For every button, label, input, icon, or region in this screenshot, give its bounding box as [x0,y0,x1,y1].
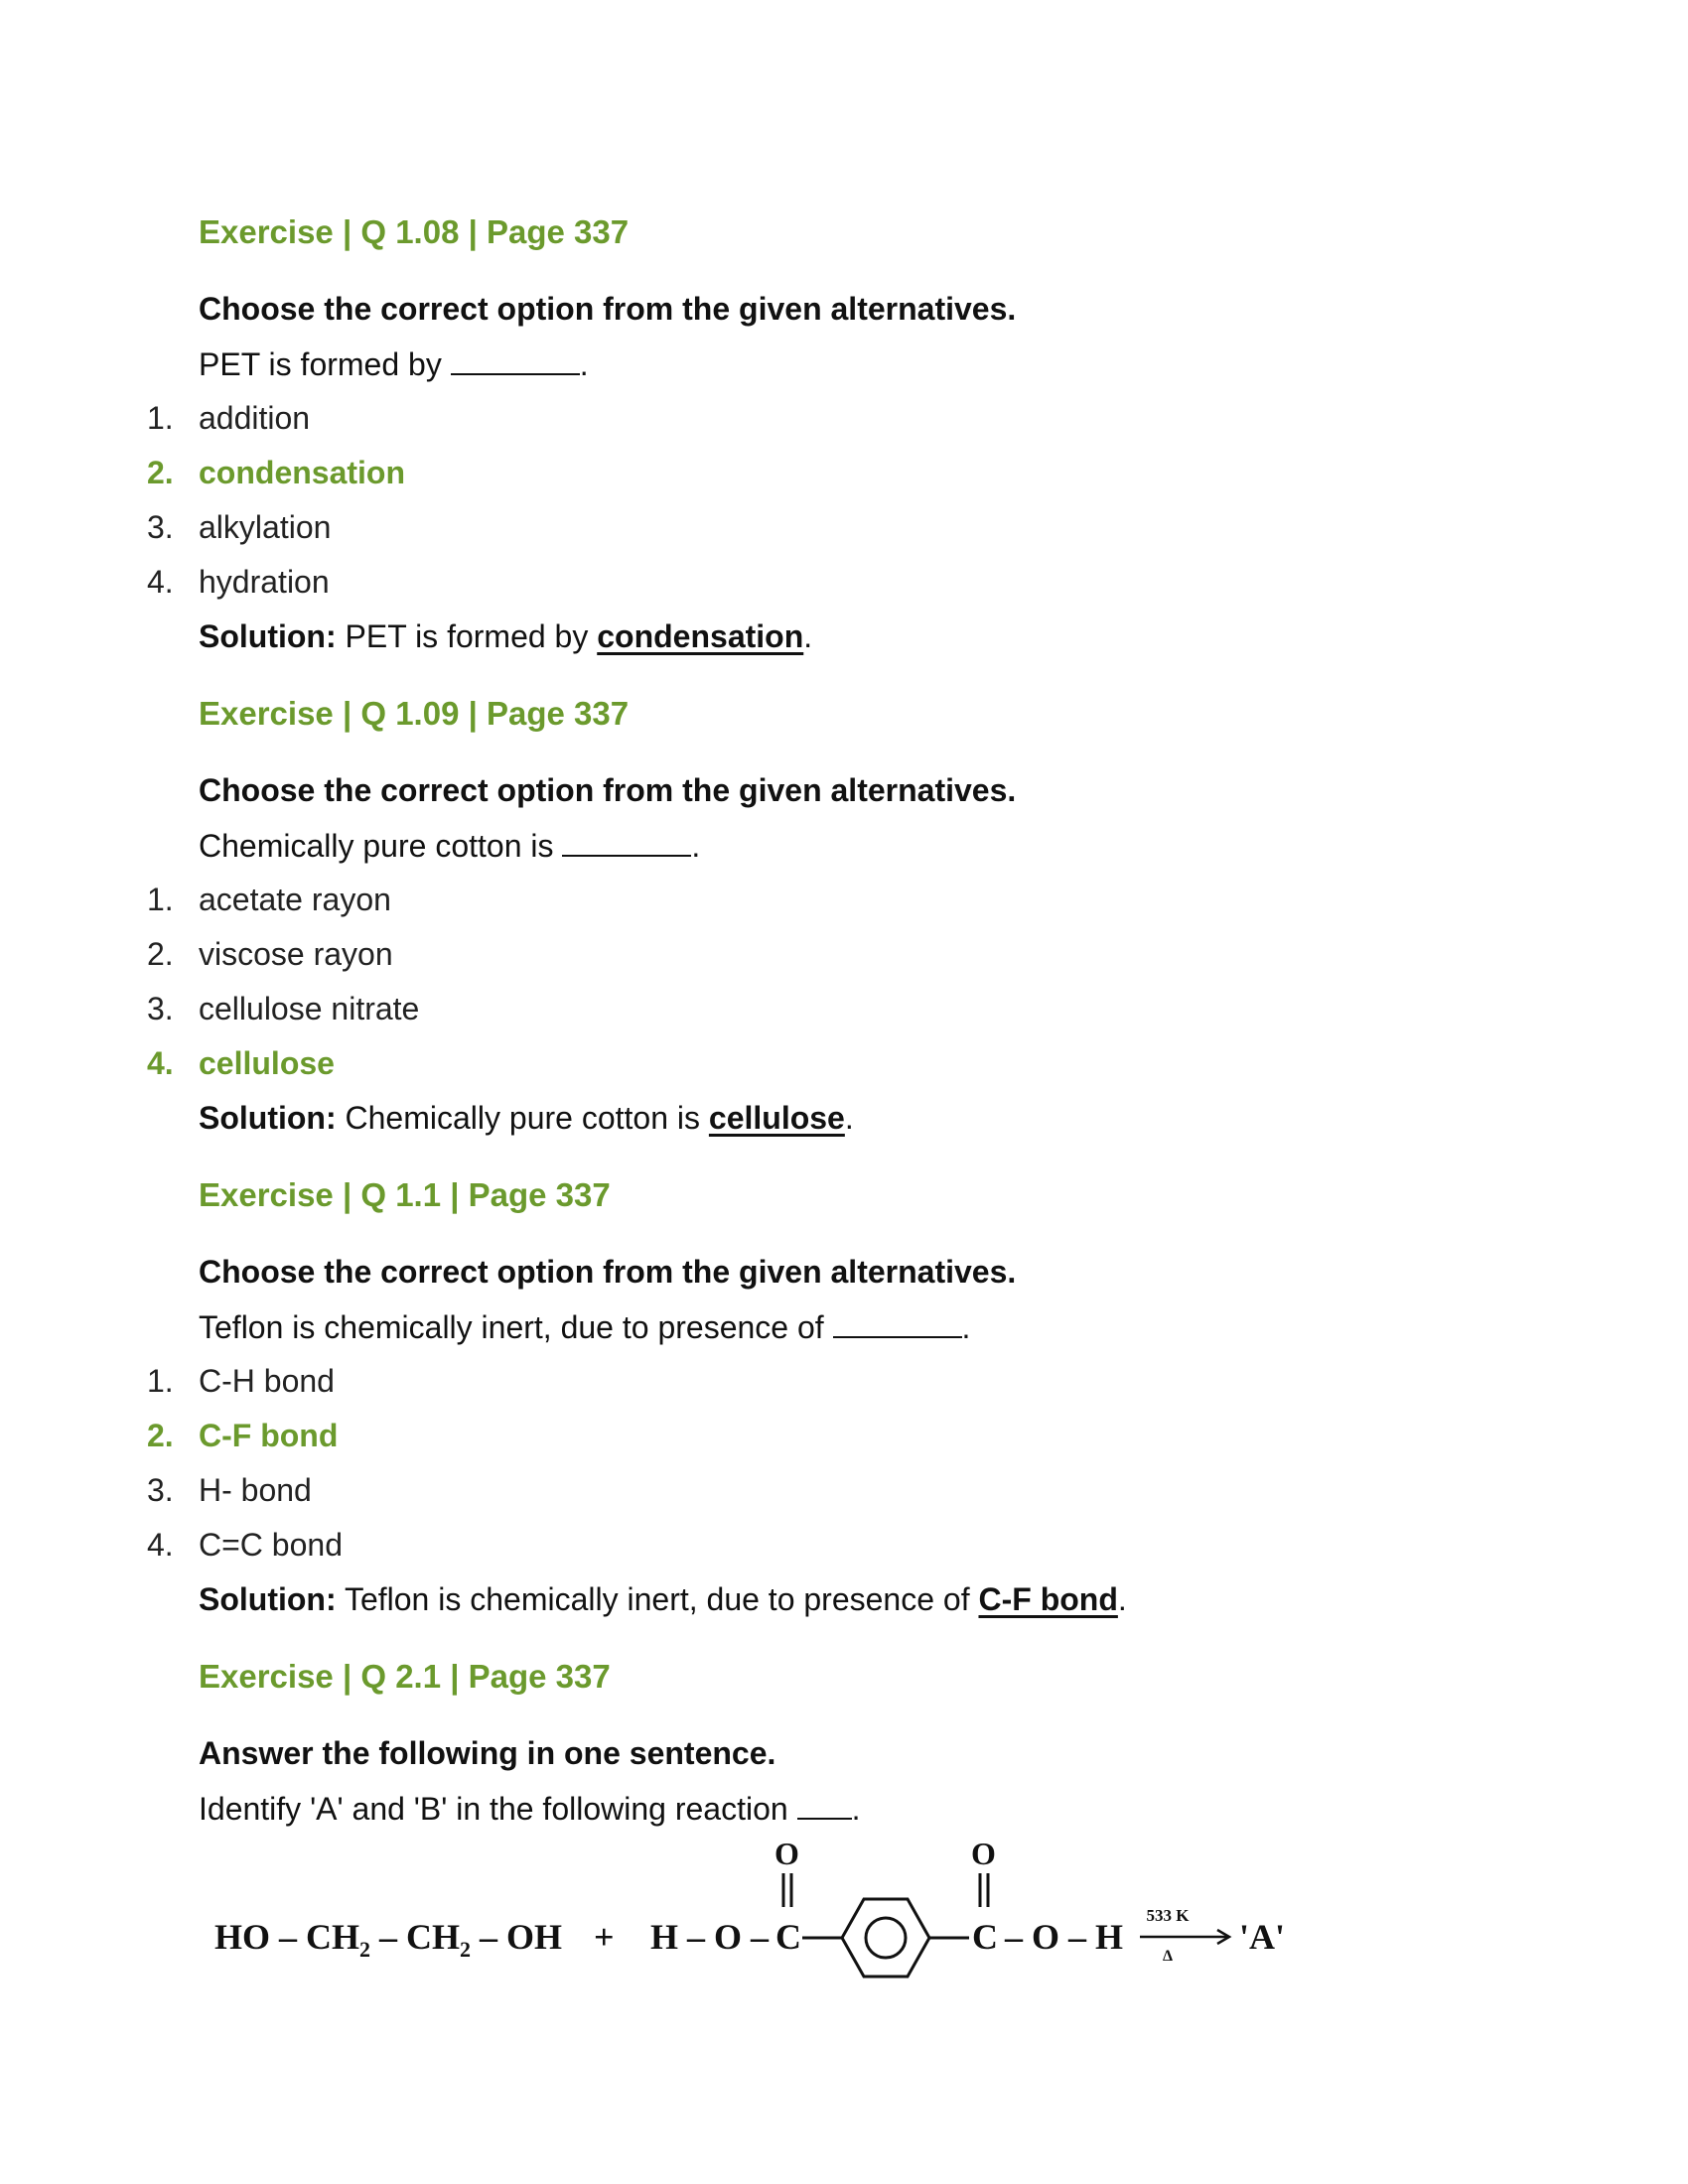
option-text: C-H bond [199,1363,335,1399]
solution [199,1100,854,1137]
question-instruction: Choose the correct option from the given alternatives. [199,772,1017,808]
prompt-end: . [579,346,589,382]
solution-end: . [803,618,813,654]
option-text: H- bond [199,1472,312,1508]
solution-answer: cellulose [708,1100,845,1136]
solution [199,618,812,655]
condition-heat: Δ [1162,1948,1174,1965]
plus-sign: + [594,1917,615,1957]
option-number: 4. [147,1527,174,1563]
option-number: 3. [147,991,174,1026]
prompt-text: Chemically pure cotton is [199,828,554,864]
option-text: alkylation [199,509,332,545]
solution-end: . [1117,1581,1127,1617]
question-prompt [199,827,700,865]
option-number: 1. [147,400,174,436]
question-prompt [199,1308,970,1346]
carbonyl-carbon: C [972,1917,998,1957]
option-text: C=C bond [199,1527,343,1563]
answer-blank [451,345,580,375]
answer-blank [562,827,691,857]
question-heading: Exercise | Q 1.08 | Page 337 [199,213,630,250]
option-number: 4. [147,564,174,600]
option-item [147,1527,343,1564]
option-number: 2. [147,936,174,972]
prompt-end: . [961,1309,971,1345]
prompt-end: . [691,828,701,864]
prompt-text: Identify 'A' and 'B' in the following reaction [199,1791,788,1827]
option-text: condensation [199,455,406,490]
option-item [147,509,331,546]
option-number: 2. [147,1418,174,1453]
prompt-end: . [851,1791,861,1827]
option-text: addition [199,400,311,436]
option-text: hydration [199,564,330,600]
option-item [147,564,330,601]
option-text: cellulose [199,1045,335,1081]
option-number: 1. [147,882,174,917]
product-label: 'A' [1239,1917,1286,1957]
option-item-correct [147,1418,338,1454]
question-instruction: Answer the following in one sentence. [199,1735,776,1771]
prompt-text: PET is formed by [199,346,442,382]
solution-answer: C-F bond [978,1581,1118,1617]
option-number: 2. [147,455,174,490]
solution-end: . [844,1100,854,1136]
question-heading: Exercise | Q 1.1 | Page 337 [199,1176,611,1213]
question-prompt [199,345,589,383]
question-instruction: Choose the correct option from the given alternatives. [199,1254,1017,1290]
solution-label: Solution: [199,618,337,654]
question-heading: Exercise | Q 2.1 | Page 337 [199,1658,611,1695]
solution-text: Teflon is chemically inert, due to presence of [344,1581,970,1617]
question-instruction: Choose the correct option from the given alternatives. [199,291,1017,327]
option-number: 4. [147,1045,174,1081]
option-number: 3. [147,509,174,545]
solution-text: PET is formed by [345,618,589,654]
solution-label: Solution: [199,1100,337,1136]
option-item-correct [147,1045,335,1082]
condition-temperature: 533 K [1146,1906,1190,1925]
option-item [147,400,310,437]
acid-right-group: – O – H [1005,1917,1124,1957]
solution-text: Chemically pure cotton is [345,1100,700,1136]
answer-blank [833,1308,962,1338]
solution-answer: condensation [597,618,804,654]
option-item [147,1472,312,1509]
carbonyl-oxygen: O [971,1836,996,1871]
reactant-glycol: HO – $CH_2 - CH_2$ – OH [214,1917,563,1962]
aromatic-circle [866,1918,906,1958]
option-item [147,936,393,973]
reaction-equation [199,1822,1350,2000]
option-item-correct [147,455,405,491]
answer-blank [797,1790,852,1820]
option-item [147,1363,335,1400]
solution-label: Solution: [199,1581,337,1617]
prompt-text: Teflon is chemically inert, due to presence of [199,1309,824,1345]
option-number: 3. [147,1472,174,1508]
option-item [147,991,419,1027]
carbonyl-oxygen: O [774,1836,799,1871]
option-text: cellulose nitrate [199,991,420,1026]
solution [199,1581,1127,1618]
benzene-ring-icon [842,1899,929,1977]
carbonyl-carbon: C [775,1917,801,1957]
option-text: C-F bond [199,1418,339,1453]
option-text: viscose rayon [199,936,393,972]
option-number: 1. [147,1363,174,1399]
question-heading: Exercise | Q 1.09 | Page 337 [199,695,630,732]
option-text: acetate rayon [199,882,391,917]
option-item [147,882,391,918]
acid-left-group: H – O – [650,1917,770,1957]
